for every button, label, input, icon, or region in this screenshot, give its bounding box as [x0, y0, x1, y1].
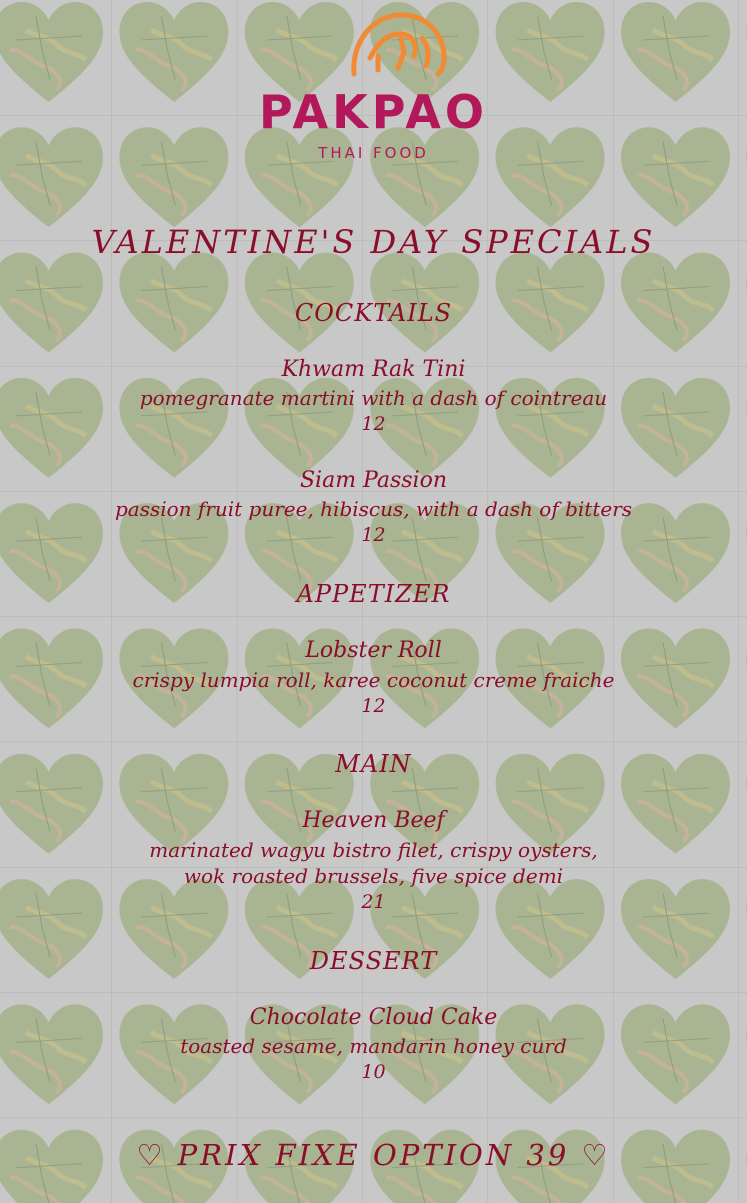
prix-fixe-text: PRIX FIXE OPTION 39 — [177, 1138, 570, 1172]
item-description: toasted sesame, mandarin honey curd — [180, 1034, 567, 1058]
item-name: Lobster Roll — [305, 638, 442, 663]
section-heading-cocktails: COCKTAILS — [294, 299, 453, 327]
brand-tagline: THAI FOOD — [318, 144, 429, 162]
item-name: Siam Passion — [299, 468, 448, 493]
item-description: marinated wagyu bistro filet, crispy oysters, — [149, 838, 598, 862]
heart-right-icon: ♡ — [581, 1138, 611, 1172]
elephant-logo-icon — [348, 8, 448, 78]
heart-left-icon: ♡ — [136, 1138, 166, 1172]
item-name: Khwam Rak Tini — [281, 357, 466, 382]
item-price: 12 — [361, 524, 386, 546]
item-price: 12 — [361, 413, 386, 435]
prix-fixe-footer — [0, 1136, 747, 1174]
item-description: pomegranate martini with a dash of cointreau — [139, 386, 608, 410]
section-heading-dessert: DESSERT — [309, 947, 438, 975]
item-price: 10 — [361, 1061, 386, 1083]
brand-name: PAKPAO — [259, 85, 488, 139]
item-description: crispy lumpia roll, karee coconut creme fraiche — [132, 668, 615, 692]
item-name: Chocolate Cloud Cake — [249, 1005, 498, 1030]
section-heading-main: MAIN — [335, 750, 412, 778]
menu-title: VALENTINE'S DAY SPECIALS — [91, 223, 656, 261]
section-heading-appetizer: APPETIZER — [296, 580, 451, 608]
item-name: Heaven Beef — [302, 808, 445, 833]
item-description: wok roasted brussels, five spice demi — [183, 864, 564, 888]
item-price: 12 — [361, 695, 386, 717]
item-price: 21 — [361, 891, 386, 913]
item-description: passion fruit puree, hibiscus, with a dash of bitters — [114, 497, 633, 521]
